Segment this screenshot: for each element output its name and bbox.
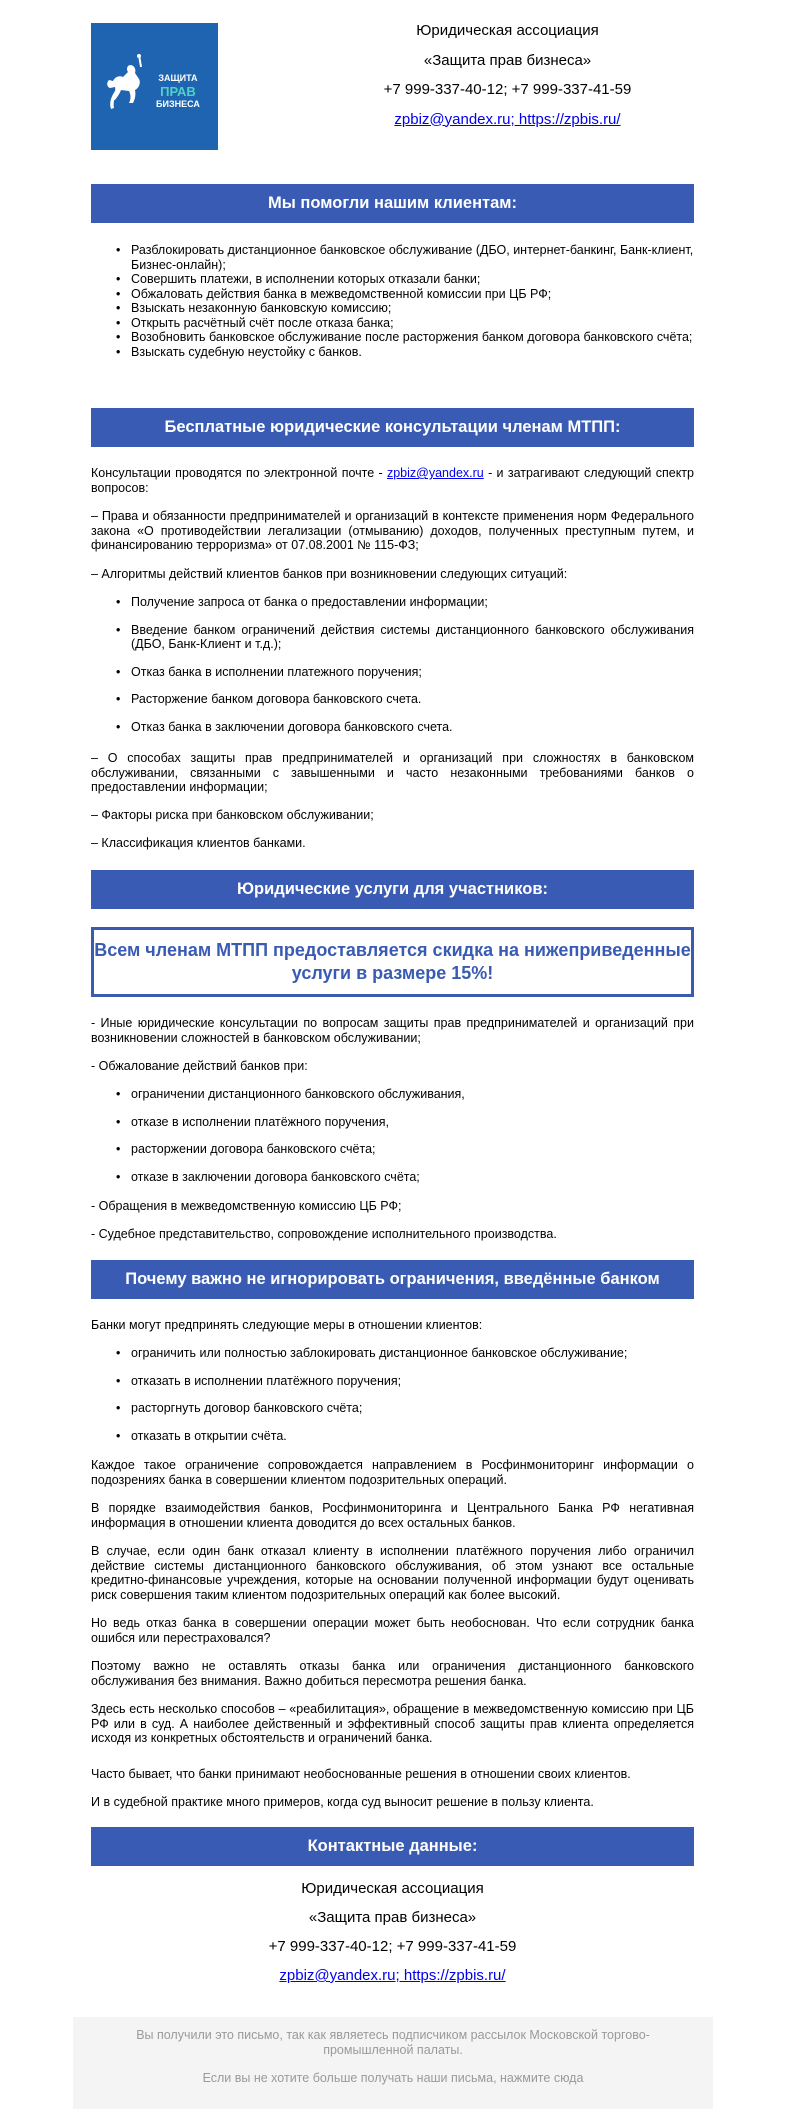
list-item: • Получение запроса от банка о предоставлении информации;: [91, 595, 694, 610]
services-p3: - Обращения в межведомственную комиссию ЦБ РФ;: [91, 1199, 402, 1213]
header-org-name: Юридическая ассоциация: [416, 22, 599, 39]
why-p6: Поэтому важно не оставлять отказы банка или ограничения дистанционного банковского обслуживания без внимания. Важно добиться пересмотра решения банка.: [91, 1659, 694, 1688]
consultations-situations-list: [91, 595, 694, 734]
list-item: • Отказ банка в заключении договора банковского счета.: [91, 720, 694, 735]
why-p3: В порядке взаимодействия банков, Росфинмониторинга и Центрального Банка РФ негативная информация в отношении клиента доводится до всех остальных банков.: [91, 1501, 694, 1530]
list-item: • ограничить или полностью заблокировать дистанционное банковское обслуживание;: [91, 1346, 694, 1361]
logo-text: [156, 73, 200, 110]
consultations-p3: – О способах защиты прав предпринимателей и организаций при сложностях в банковском обслуживании, связанными с завышенными и часто незаконными требованиями банков о предоставлении информации;: [91, 751, 694, 794]
logo-text-line2: ПРАВ: [160, 84, 196, 99]
list-item: • Расторжение банком договора банковского счета.: [91, 692, 694, 707]
bank-measures-list: [91, 1346, 694, 1443]
list-item: • Совершить платежи, в исполнении которых отказали банки;: [91, 272, 694, 287]
contacts-org-quote: «Защита прав бизнеса»: [308, 1909, 477, 1926]
unsubscribe-link[interactable]: Если вы не хотите больше получать наши письма, нажмите сюда: [202, 2071, 584, 2085]
section-services-title: Юридические услуги для участников:: [91, 870, 694, 909]
why-p9: И в судебной практике много примеров, когда суд выносит решение в пользу клиента.: [91, 1795, 594, 1809]
list-item: • отказе в заключении договора банковского счёта;: [91, 1170, 694, 1185]
list-item: • Разблокировать дистанционное банковское обслуживание (ДБО, интернет-банкинг, Банк-клиент, Бизнес-онлайн);: [91, 243, 694, 272]
logo: [91, 23, 218, 150]
list-item: • Отказ банка в исполнении платежного поручения;: [91, 665, 694, 680]
list-item: • расторгнуть договор банковского счёта;: [91, 1401, 694, 1416]
consultations-intro: Консультации проводятся по электронной почте - zpbiz@yandex.ru - и затрагивают следующий спектр вопросов:: [91, 466, 694, 495]
section-contacts-title: Контактные данные:: [91, 1827, 694, 1866]
why-p4: В случае, если один банк отказал клиенту в исполнении платёжного поручения либо ограничил действие системы дистанционного банковского обслуживания, об этом узнают все остальные кредитно-финансовые учреждения, которые на основании полученной информации будут оценивать риск совершения таким клиентом подозрительных операций как более высокий.: [91, 1544, 694, 1602]
header-email-site-link[interactable]: zpbiz@yandex.ru; https://zpbis.ru/: [394, 110, 621, 128]
logo-text-line1: ЗАЩИТА: [158, 73, 198, 83]
list-item: • расторжении договора банковского счёта;: [91, 1142, 694, 1157]
services-p1: - Иные юридические консультации по вопросам защиты прав предпринимателей и организаций при возникновении сложностей в банковском обслуживании;: [91, 1016, 694, 1045]
services-p2: - Обжалование действий банков при:: [91, 1059, 308, 1073]
section-consultations-title: Бесплатные юридические консультации членам МТПП:: [91, 408, 694, 447]
header-contacts: [345, 20, 670, 138]
list-item: • ограничении дистанционного банковского обслуживания,: [91, 1087, 694, 1102]
list-item: • Введение банком ограничений действия системы дистанционного банковского обслуживания (ДБО, Банк-Клиент и т.д.);: [91, 623, 694, 652]
list-item: • отказать в исполнении платёжного поручения;: [91, 1374, 694, 1389]
consultations-p5: – Классификация клиентов банками.: [91, 836, 306, 850]
list-item: • Открыть расчётный счёт после отказа банка;: [91, 316, 694, 331]
list-item: • Возобновить банковское обслуживание после расторжения банком договора банковского счёта;: [91, 330, 694, 345]
list-item: • отказать в открытии счёта.: [91, 1429, 694, 1444]
footer: [73, 2017, 713, 2109]
header-phones: +7 999-337-40-12; +7 999-337-41-59: [383, 81, 632, 98]
section-why-important-title: Почему важно не игнорировать ограничения, введённые банком: [91, 1260, 694, 1299]
consultations-email-link[interactable]: zpbiz@yandex.ru: [386, 466, 484, 480]
contacts-phones: +7 999-337-40-12; +7 999-337-41-59: [268, 1938, 517, 1955]
list-item: • Взыскать судебную неустойку с банков.: [91, 345, 694, 360]
services-appeal-list: [91, 1087, 694, 1184]
contacts-email-site-link[interactable]: zpbiz@yandex.ru; https://zpbis.ru/: [279, 1967, 506, 1984]
why-p8: Часто бывает, что банки принимают необоснованные решения в отношении своих клиентов.: [91, 1767, 631, 1781]
logo-text-line3: БИЗНЕСА: [156, 99, 200, 109]
section-helped-title: Мы помогли нашим клиентам:: [91, 184, 694, 223]
consultations-p2: – Алгоритмы действий клиентов банков при возникновении следующих ситуаций:: [91, 567, 568, 581]
footer-notice: Вы получили это письмо, так как являетесь подписчиком рассылок Московской торгово-промышленной палаты.: [136, 2028, 650, 2057]
why-p5: Но ведь отказ банка в совершении операции может быть необоснован. Что если сотрудник банка ошибся или перестраховался?: [91, 1616, 694, 1645]
list-item: • отказе в исполнении платёжного поручения,: [91, 1115, 694, 1130]
discount-banner: Всем членам МТПП предоставляется скидка на нижеприведенные услуги в размере 15%!: [91, 927, 694, 997]
why-p2: Каждое такое ограничение сопровождается направлением в Росфинмониторинг информации о подозрениях банка в совершении клиентом подозрительных операций.: [91, 1458, 694, 1487]
list-item: • Обжаловать действия банка в межведомственной комиссии при ЦБ РФ;: [91, 287, 694, 302]
horse-rider-icon: [101, 53, 161, 123]
contacts-org-name: Юридическая ассоциация: [301, 1880, 484, 1897]
list-item: • Взыскать незаконную банковскую комиссию;: [91, 301, 694, 316]
services-p4: - Судебное представительство, сопровождение исполнительного производства.: [91, 1227, 557, 1241]
why-p1: Банки могут предпринять следующие меры в отношении клиентов:: [91, 1318, 483, 1332]
consultations-p1: – Права и обязанности предпринимателей и организаций в контексте применения норм Федерального закона «О противодействии легализации (отмыванию) доходов, полученных преступным путем, и финансированию терроризма» от 07.08.2001 № 115-ФЗ;: [91, 509, 694, 552]
contacts-block: [91, 1878, 694, 1994]
helped-list: [91, 243, 694, 359]
consultations-p4: – Факторы риска при банковском обслуживании;: [91, 808, 374, 822]
why-p7: Здесь есть несколько способов – «реабилитация», обращение в межведомственную комиссию при ЦБ РФ или в суд. А наиболее действенный и эффективный способ защиты прав клиента определяется исходя из конкретных обстоятельств и ограничений банка.: [91, 1702, 694, 1745]
header-org-quote: «Защита прав бизнеса»: [423, 51, 592, 69]
